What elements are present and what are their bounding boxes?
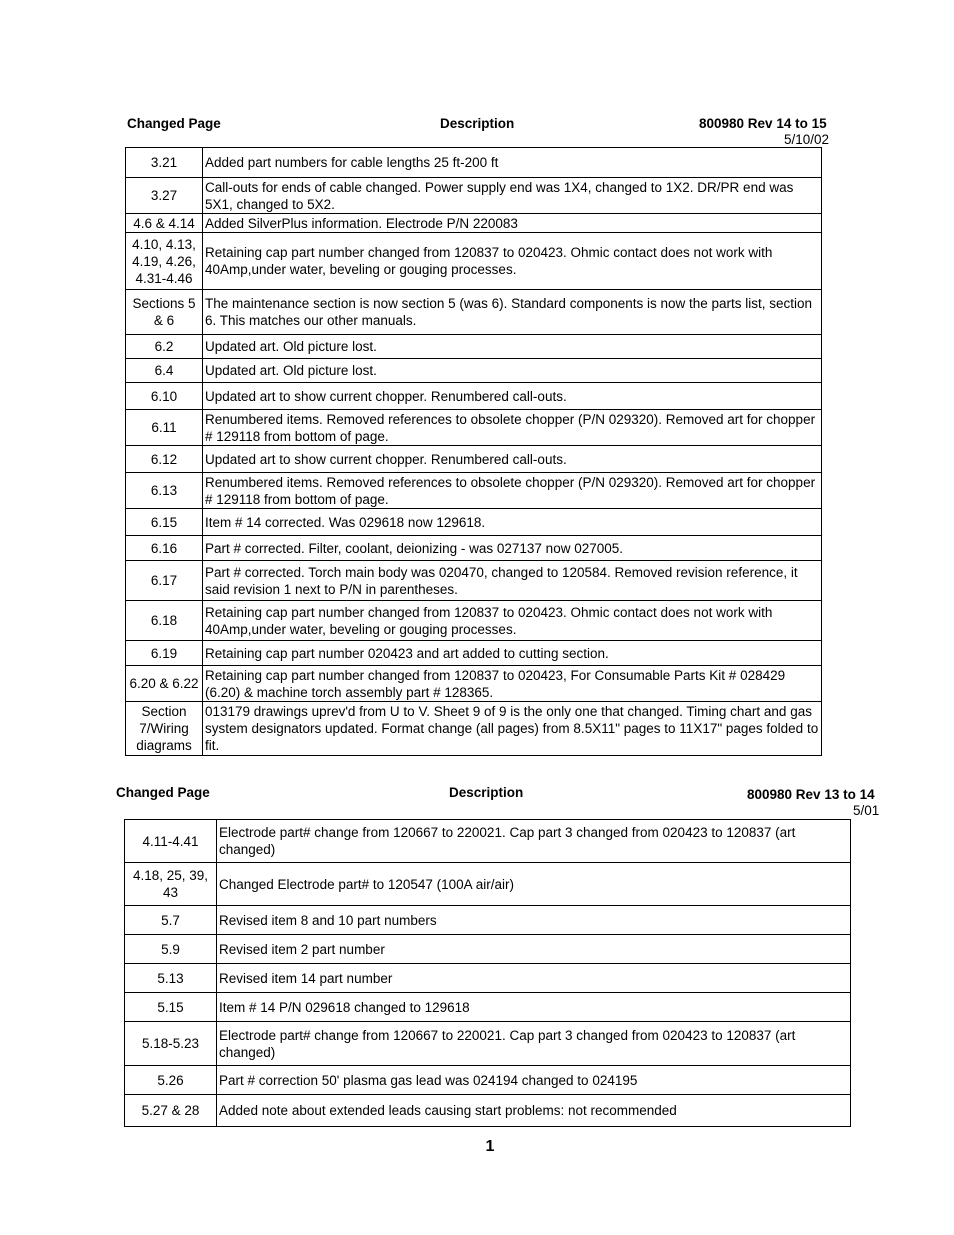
description-cell: Updated art. Old picture lost. <box>203 359 822 383</box>
revision-label: 800980 Rev 13 to 14 <box>747 787 875 802</box>
col-header-changed-page: Changed Page <box>116 785 210 800</box>
revision-label: 800980 Rev 14 to 15 <box>699 116 827 131</box>
description-cell: Retaining cap part number changed from 120837 to 020423. Ohmic contact does not work with 40Amp,under water, beveling or gouging processes. <box>203 233 822 290</box>
description-cell: Part # corrected. Torch main body was 020470, changed to 120584. Removed revision reference, it said revision 1 next to P/N in parentheses. <box>203 561 822 601</box>
description-cell: Electrode part# change from 120667 to 220021. Cap part 3 changed from 020423 to 120837 (art changed) <box>217 820 851 863</box>
changed-page-cell: 5.9 <box>125 935 217 964</box>
changed-page-cell: 5.27 & 28 <box>125 1095 217 1127</box>
col-header-description: Description <box>440 116 515 131</box>
changed-page-cell: 6.16 <box>126 536 203 561</box>
changed-page-cell: 3.21 <box>126 148 203 178</box>
changed-page-cell: 4.6 & 4.14 <box>126 214 203 233</box>
table-row <box>125 964 851 993</box>
description-cell: Updated art. Old picture lost. <box>203 335 822 359</box>
table-row <box>125 935 851 964</box>
changed-page-cell: 6.18 <box>126 601 203 641</box>
description-cell: 013179 drawings uprev'd from U to V. Sheet 9 of 9 is the only one that changed. Timing chart and gas system designators updated. Format change (all pages) from 8.5X11" pages to 11X17" pages folded to fit. <box>203 702 822 756</box>
table-row <box>126 233 822 290</box>
table-row <box>126 666 822 702</box>
changed-page-cell: 4.11-4.41 <box>125 820 217 863</box>
table-row <box>126 359 822 383</box>
table-row <box>126 214 822 233</box>
description-cell: The maintenance section is now section 5 (was 6). Standard components is now the parts list, section 6. This matches our other manuals. <box>203 290 822 335</box>
changed-page-cell: 6.12 <box>126 446 203 473</box>
description-cell: Item # 14 corrected. Was 029618 now 129618. <box>203 509 822 536</box>
changed-page-cell: 6.4 <box>126 359 203 383</box>
table-row <box>126 536 822 561</box>
changed-page-cell: 3.27 <box>126 178 203 214</box>
description-cell: Renumbered items. Removed references to obsolete chopper (P/N 029320). Removed art for chopper # 129118 from bottom of page. <box>203 473 822 509</box>
col-header-description: Description <box>449 785 524 800</box>
table-row <box>125 1066 851 1095</box>
description-cell: Revised item 14 part number <box>217 964 851 993</box>
table-row <box>126 641 822 666</box>
table-row <box>126 509 822 536</box>
table-row <box>125 1095 851 1127</box>
table-row <box>126 290 822 335</box>
changed-page-cell: Sections 5 & 6 <box>126 290 203 335</box>
description-cell: Added note about extended leads causing start problems: not recommended <box>217 1095 851 1127</box>
revision-date: 5/10/02 <box>784 132 830 147</box>
changed-page-cell: 6.10 <box>126 383 203 410</box>
table-row <box>125 993 851 1022</box>
changes-table-rev14-15 <box>125 147 822 756</box>
table-row <box>126 410 822 446</box>
description-cell: Part # corrected. Filter, coolant, deionizing - was 027137 now 027005. <box>203 536 822 561</box>
changed-page-cell: 4.10, 4.13, 4.19, 4.26, 4.31-4.46 <box>126 233 203 290</box>
revision-date: 5/01 <box>853 803 880 818</box>
changed-page-cell: 5.7 <box>125 906 217 935</box>
table-row <box>125 906 851 935</box>
table-row <box>126 178 822 214</box>
description-cell: Call-outs for ends of cable changed. Power supply end was 1X4, changed to 1X2. DR/PR end was 5X1, changed to 5X2. <box>203 178 822 214</box>
changed-page-cell: 6.11 <box>126 410 203 446</box>
changed-page-cell: 5.13 <box>125 964 217 993</box>
table-row <box>126 561 822 601</box>
description-cell: Electrode part# change from 120667 to 220021. Cap part 3 changed from 020423 to 120837 (art changed) <box>217 1022 851 1066</box>
description-cell: Updated art to show current chopper. Renumbered call-outs. <box>203 446 822 473</box>
changed-page-cell: 6.15 <box>126 509 203 536</box>
changed-page-cell: 6.19 <box>126 641 203 666</box>
table-row <box>126 702 822 756</box>
table-row <box>126 148 822 178</box>
description-cell: Retaining cap part number changed from 120837 to 020423, For Consumable Parts Kit # 028429 (6.20) & machine torch assembly part # 128365. <box>203 666 822 702</box>
changed-page-cell: Section 7/Wiring diagrams <box>126 702 203 756</box>
description-cell: Updated art to show current chopper. Renumbered call-outs. <box>203 383 822 410</box>
table-row <box>125 820 851 863</box>
table-row <box>126 335 822 359</box>
changes-table-rev13-14 <box>124 819 851 1127</box>
changed-page-cell: 6.2 <box>126 335 203 359</box>
changed-page-cell: 6.17 <box>126 561 203 601</box>
description-cell: Retaining cap part number 020423 and art added to cutting section. <box>203 641 822 666</box>
description-cell: Revised item 2 part number <box>217 935 851 964</box>
changed-page-cell: 6.20 & 6.22 <box>126 666 203 702</box>
description-cell: Added SilverPlus information. Electrode P/N 220083 <box>203 214 822 233</box>
changed-page-cell: 5.26 <box>125 1066 217 1095</box>
description-cell: Renumbered items. Removed references to obsolete chopper (P/N 029320). Removed art for chopper # 129118 from bottom of page. <box>203 410 822 446</box>
description-cell: Retaining cap part number changed from 120837 to 020423. Ohmic contact does not work with 40Amp,under water, beveling or gouging processes. <box>203 601 822 641</box>
description-cell: Added part numbers for cable lengths 25 ft-200 ft <box>203 148 822 178</box>
table-row <box>126 446 822 473</box>
table-row <box>126 601 822 641</box>
changed-page-cell: 5.15 <box>125 993 217 1022</box>
changed-page-cell: 4.18, 25, 39, 43 <box>125 863 217 906</box>
description-cell: Changed Electrode part# to 120547 (100A air/air) <box>217 863 851 906</box>
table-row <box>125 863 851 906</box>
table-row <box>126 383 822 410</box>
description-cell: Revised item 8 and 10 part numbers <box>217 906 851 935</box>
changed-page-cell: 5.18-5.23 <box>125 1022 217 1066</box>
table-row <box>126 473 822 509</box>
description-cell: Item # 14 P/N 029618 changed to 129618 <box>217 993 851 1022</box>
page-number: 1 <box>485 1138 495 1155</box>
col-header-changed-page: Changed Page <box>127 116 221 131</box>
changed-page-cell: 6.13 <box>126 473 203 509</box>
description-cell: Part # correction 50' plasma gas lead was 024194 changed to 024195 <box>217 1066 851 1095</box>
table-row <box>125 1022 851 1066</box>
